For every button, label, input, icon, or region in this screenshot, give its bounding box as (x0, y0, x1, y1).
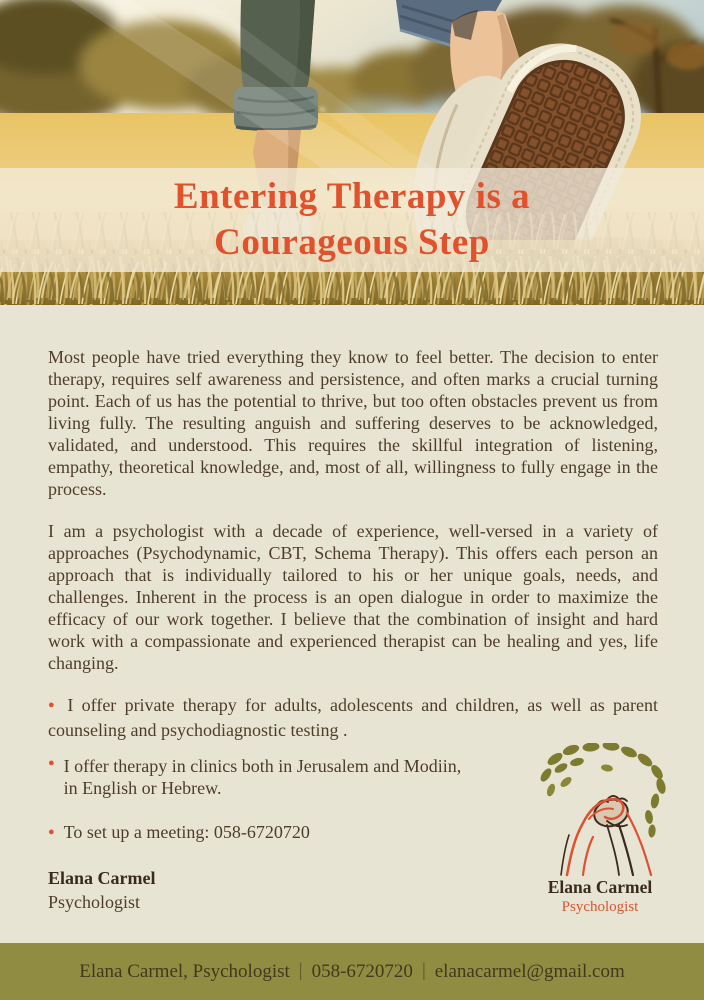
approach-paragraph: I am a psychologist with a decade of experience, well-versed in a variety of approaches (Psychodynamic, CBT, Schema Therapy). This offers each person an approach that is individually tailored to his or her unique goals, needs, and challenges. Inherent in the process is an open dialogue in order to maximize the efficacy of our work together. I believe that the combination of insight and hard work with a compassionate and experienced therapist can be healing and yes, life changing. (48, 521, 658, 673)
bullet-dot-icon: ● (48, 826, 55, 838)
bullet-item-private-therapy (48, 694, 658, 741)
footer-separator: | (298, 959, 303, 981)
footer-email: elanacarmel@gmail.com (434, 960, 625, 982)
footer-bar (0, 943, 704, 1000)
bullet-line-1: I offer therapy in clinics both in Jerusalem and Modiin, (63, 756, 462, 776)
bullet-text (64, 755, 462, 799)
clasped-hands-leaves-logo-icon (515, 743, 685, 877)
hero-photo (0, 0, 704, 305)
headline-banner (0, 168, 704, 272)
headline-line-1: Entering Therapy is a (173, 176, 531, 217)
headline-line-2: Courageous Step (214, 222, 490, 263)
bullet-item-clinics (48, 755, 548, 799)
logo (515, 743, 685, 917)
bullet-text: I offer private therapy for adults, adolescents and children, as well as parent counseling and psychodiagnostic testing . (48, 695, 658, 740)
bullet-text: To set up a meeting: 058-6720720 (63, 822, 310, 842)
logo-name: Elana Carmel (547, 877, 653, 897)
intro-paragraph: Most people have tried everything they know to feel better. The decision to enter therapy, requires self awareness and persistence, and often marks a crucial turning point. Each of us has the potential to thrive, but too often obstacles prevent us from living fully. The resulting anguish and suffering deserves to be acknowledged, validated, and understood. This requires the skillful integration of listening, empathy, theoretical knowledge, and, most of all, willingness to fully engage in the process. (48, 347, 658, 499)
footer-phone: 058-6720720 (311, 960, 413, 982)
footer-separator: | (421, 959, 426, 981)
footer-name: Elana Carmel, Psychologist (79, 960, 290, 982)
bullet-dot-icon: ● (48, 699, 59, 711)
logo-title: Psychologist (561, 899, 639, 915)
signature-name: Elana Carmel (48, 868, 156, 888)
bullet-dot-icon: ● (48, 757, 55, 769)
signature-title: Psychologist (48, 892, 141, 912)
bullet-line-2: in English or Hebrew. (63, 778, 222, 798)
clasped-hands (561, 796, 651, 875)
